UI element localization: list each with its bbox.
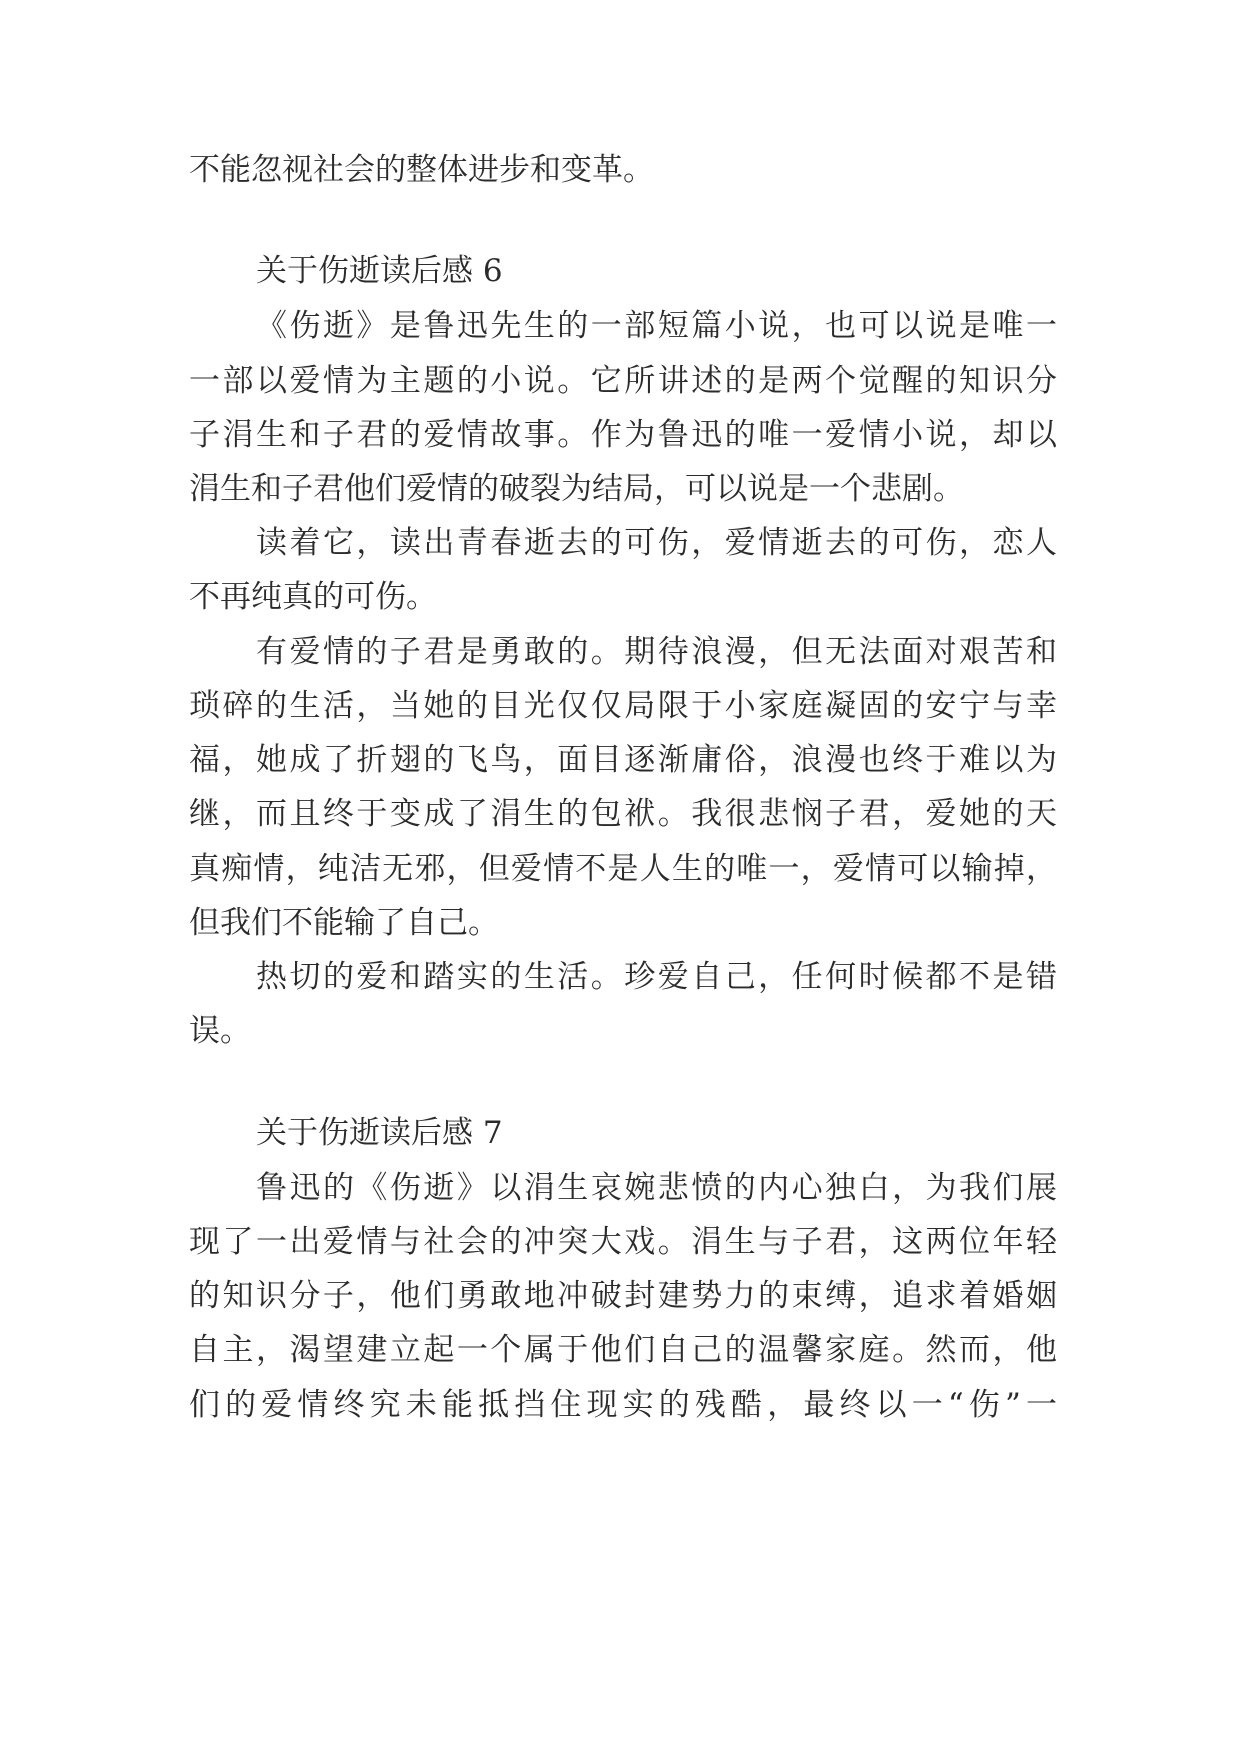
paragraph-line: 涓生和子君他们爱情的破裂为结局，可以说是一个悲剧。 — [189, 471, 964, 507]
paragraph-line: 鲁迅的《伤逝》以涓生哀婉悲愤的内心独白，为我们展 — [256, 1170, 1057, 1206]
paragraph-line: 热切的爱和踏实的生活。珍爱自己，任何时候都不是错 — [256, 959, 1057, 995]
paragraph-line: 读着它，读出青春逝去的可伤，爱情逝去的可伤，恋人 — [256, 525, 1057, 561]
paragraph-line: 子涓生和子君的爱情故事。作为鲁迅的唯一爱情小说，却以 — [189, 417, 1057, 453]
paragraph-line: 继，而且终于变成了涓生的包袱。我很悲悯子君，爱她的天 — [189, 796, 1057, 832]
paragraph-line: 自主，渴望建立起一个属于他们自己的温馨家庭。然而，他 — [189, 1332, 1057, 1368]
paragraph-line: 不再纯真的可伤。 — [189, 579, 437, 615]
paragraph-line: 真痴情，纯洁无邪，但爱情不是人生的唯一，爱情可以输掉， — [189, 851, 1057, 887]
paragraph-line: 福，她成了折翅的飞鸟，面目逐渐庸俗，浪漫也终于难以为 — [189, 742, 1057, 778]
paragraph-line: 误。 — [189, 1013, 251, 1049]
paragraph-line: 们的爱情终究未能抵挡住现实的残酷，最终以一“伤”一 — [189, 1387, 1057, 1423]
paragraph-line: 《伤逝》是鲁迅先生的一部短篇小说，也可以说是唯一 — [256, 308, 1057, 344]
paragraph-line: 琐碎的生活，当她的目光仅仅局限于小家庭凝固的安宁与幸 — [189, 688, 1057, 724]
paragraph-line: 一部以爱情为主题的小说。它所讲述的是两个觉醒的知识分 — [189, 363, 1057, 399]
paragraph-line: 有爱情的子君是勇敢的。期待浪漫，但无法面对艰苦和 — [256, 634, 1057, 670]
section-heading-7: 关于伤逝读后感 7 — [256, 1115, 503, 1151]
paragraph-line: 不能忽视社会的整体进步和变革。 — [189, 152, 654, 188]
paragraph-line: 的知识分子，他们勇敢地冲破封建势力的束缚，追求着婚姻 — [189, 1278, 1057, 1314]
paragraph-line: 现了一出爱情与社会的冲突大戏。涓生与子君，这两位年轻 — [189, 1224, 1057, 1260]
paragraph-line: 但我们不能输了自己。 — [189, 905, 499, 941]
section-heading-6: 关于伤逝读后感 6 — [256, 253, 503, 289]
